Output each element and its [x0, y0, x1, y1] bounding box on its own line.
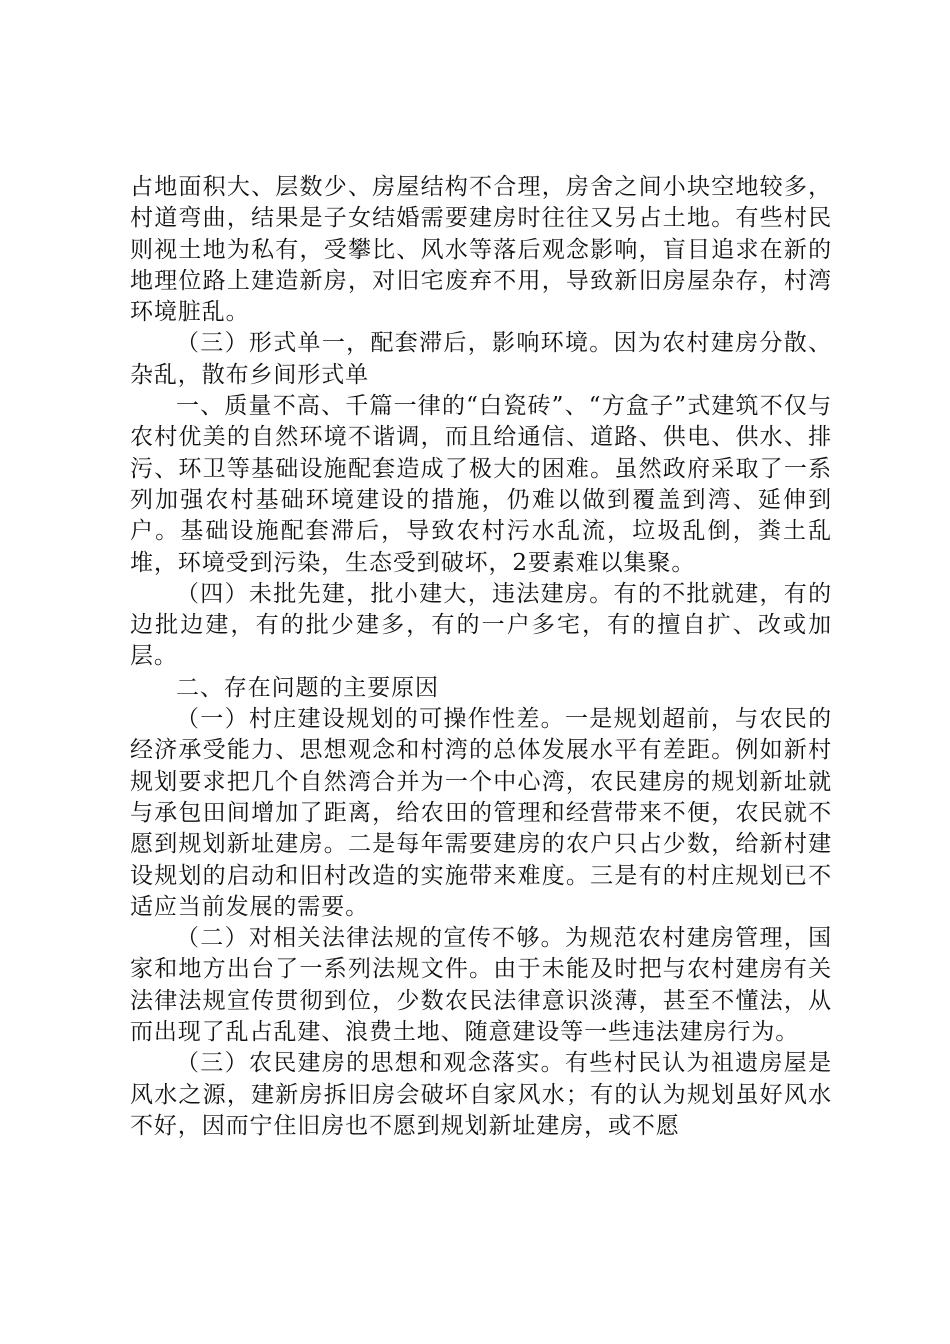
section-heading-causes: 二、存在问题的主要原因 — [176, 674, 439, 701]
document-body — [130, 172, 832, 1142]
paragraph-3: 一、质量不高、千篇一律的“白瓷砖”、“方盒子”式建筑不仅与农村优美的自然环境不谐调，而且给通信、道路、供电、供水、排污、环卫等基础设施配套造成了极大的困难。虽然政府采取了一系列加强农村基础环境建设的措施，仍难以做到覆盖到湾、延伸到户。基础设施配套滞后，导致农村污水乱流，垃圾乱倒，粪土乱堆，环境受到污染，生态受到破坏，2要素难以集聚。 — [130, 393, 832, 576]
paragraph-1: 占地面积大、层数少、房屋结构不合理，房舍之间小块空地较多，村道弯曲，结果是子女结婚需要建房时往往又另占土地。有些村民则视土地为私有，受攀比、风水等落后观念影响，盲目追求在新的地理位路上建造新房，对旧宅废弃不用，导致新旧房屋杂存，村湾环境脏乱。 — [130, 174, 832, 326]
paragraph-7: （二）对相关法律法规的宣传不够。为规范农村建房管理，国家和地方出台了一系列法规文件。由于未能及时把与农村建房有关法律法规宣传贯彻到位，少数农民法律意识淡薄，甚至不懂法，从而出现了乱占乱建、浪费土地、随意建设等一些违法建房行为。 — [130, 925, 832, 1046]
paragraph-2: （三）形式单一，配套滞后，影响环境。因为农村建房分散、杂乱，散布乡间形式单 — [130, 330, 832, 388]
paragraph-6: （一）村庄建设规划的可操作性差。一是规划超前，与农民的经济承受能力、思想观念和村湾的总体发展水平有差距。例如新村规划要求把几个自然湾合并为一个中心湾，农民建房的规划新址就与承包田间增加了距离，给农田的管理和经营带来不便，农民就不愿到规划新址建房。二是每年需要建房的农户只占少数，给新村建设规划的启动和旧村改造的实施带来难度。三是有的村庄规划已不适应当前发展的需要。 — [130, 706, 832, 920]
paragraph-4: （四）未批先建，批小建大，违法建房。有的不批就建，有的边批边建，有的批少建多，有的一户多宅，有的擅自扩、改或加层。 — [130, 580, 832, 670]
paragraph-8: （三）农民建房的思想和观念落实。有些村民认为祖遗房屋是风水之源，建新房拆旧房会破坏自家风水；有的认为规划虽好风水不好，因而宁住旧房也不愿到规划新址建房，或不愿 — [130, 1050, 832, 1139]
